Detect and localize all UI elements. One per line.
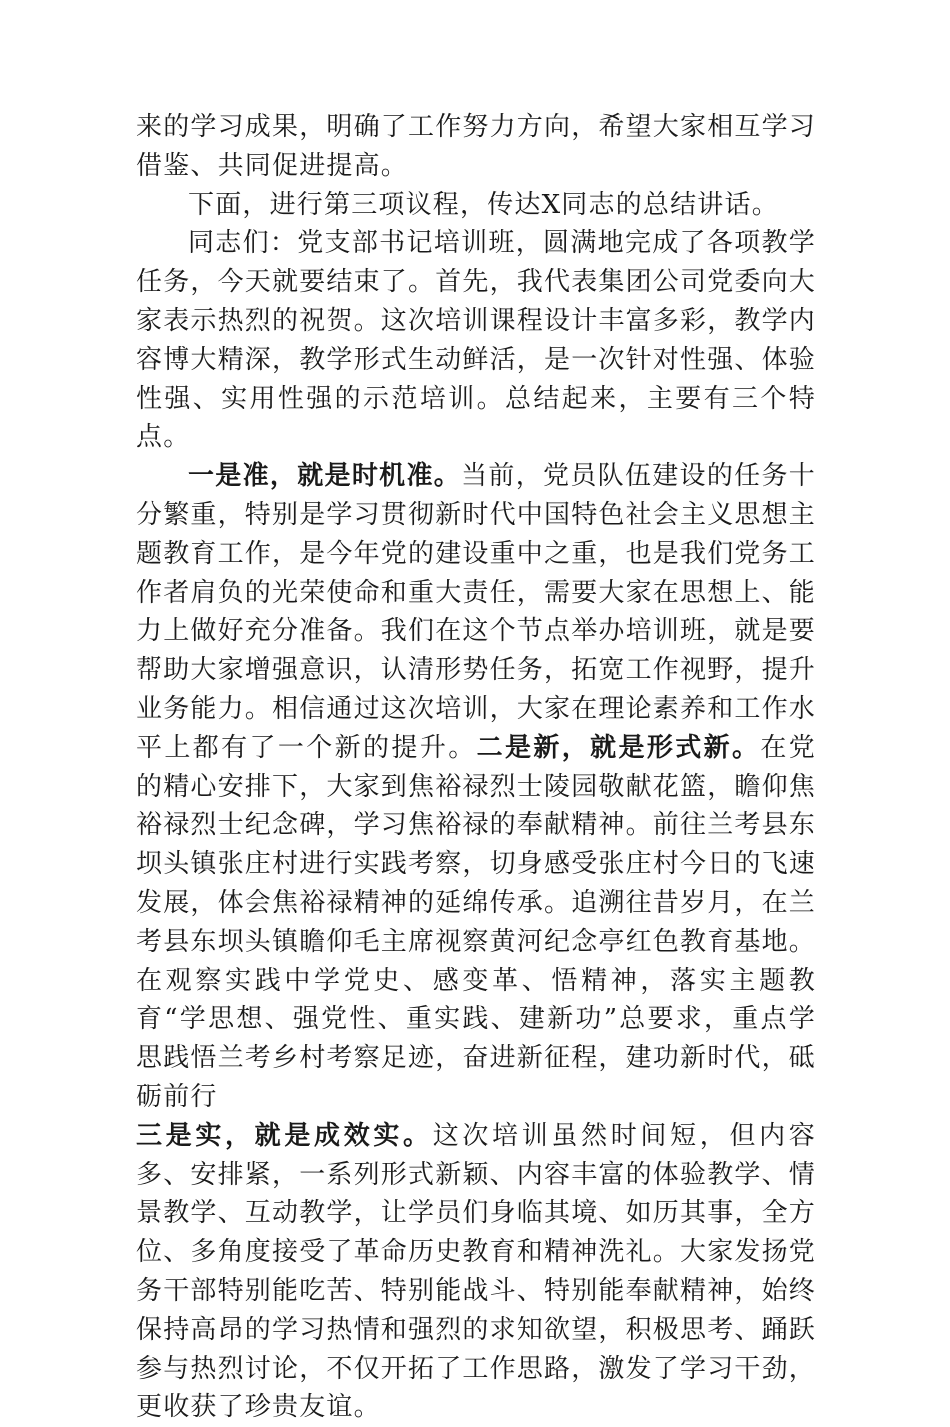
point-3-body: 这次培训虽然时间短，但内容多、安排紧，一系列形式新颖、内容丰富的体验教学、情景教学、互动教学，让学员们身临其境、如历其事，全方位、多角度接受了革命历史教育和精神洗礼。大家发扬党务干部特别能吃苦、特别能战斗、特别能奉献精神，始终保持高昂的学习热情和强烈的求知欲望，积极思考、踊跃参与热烈讨论，不仅开拓了工作思路，激发了学习干劲，更收获了珍贵友谊。: [136, 1120, 817, 1423]
paragraph-speech-intro: 同志们：党支部书记培训班，圆满地完成了各项教学任务，今天就要结束了。首先，我代表集团公司党委向大家表示热烈的祝贺。这次培训课程设计丰富多彩，教学内容博大精深，教学形式生动鲜活，是一次针对性强、体验性强、实用性强的示范培训。总结起来，主要有三个特点。: [136, 228, 817, 453]
paragraph-agenda: 下面，进行第三项议程，传达X同志的总结讲话。: [188, 189, 779, 220]
point-1-heading: 一是准，就是时机准。: [188, 461, 462, 492]
point-3-heading: 三是实，就是成效实。: [136, 1120, 433, 1151]
document-page: [136, 108, 816, 1427]
point-2-heading: 二是新，就是形式新。: [476, 732, 761, 763]
point-1-body: 当前，党员队伍建设的任务十分繁重，特别是学习贯彻新时代中国特色社会主义思想主题教育工作，是今年党的建设重中之重，也是我们党务工作者肩负的光荣使命和重大责任，需要大家在思想上、能力上做好充分准备。我们在这个节点举办培训班，就是要帮助大家增强意识，认清形势任务，拓宽工作视野，提升业务能力。相信通过这次培训，大家在理论素养和工作水平上都有了一个新的提升。: [136, 461, 817, 763]
paragraph-continuation: 来的学习成果，明确了工作努力方向，希望大家相互学习借鉴、共同促进提高。: [136, 112, 817, 181]
point-2-body: 在党的精心安排下，大家到焦裕禄烈士陵园敬献花篮，瞻仰焦裕禄烈士纪念碑，学习焦裕禄的奉献精神。前往兰考县东坝头镇张庄村进行实践考察，切身感受张庄村今日的飞速发展，体会焦裕禄精神的延绵传承。追溯往昔岁月，在兰考县东坝头镇瞻仰毛主席视察黄河纪念亭红色教育基地。在观察实践中学党史、感变革、悟精神，落实主题教育“学思想、强党性、重实践、建新功”总要求，重点学思践悟兰考乡村考察足迹，奋进新征程，建功新时代，砥砺前行: [136, 732, 817, 1112]
paragraph-points-1-2: [136, 457, 816, 1117]
paragraph-point-3: [136, 1117, 816, 1427]
